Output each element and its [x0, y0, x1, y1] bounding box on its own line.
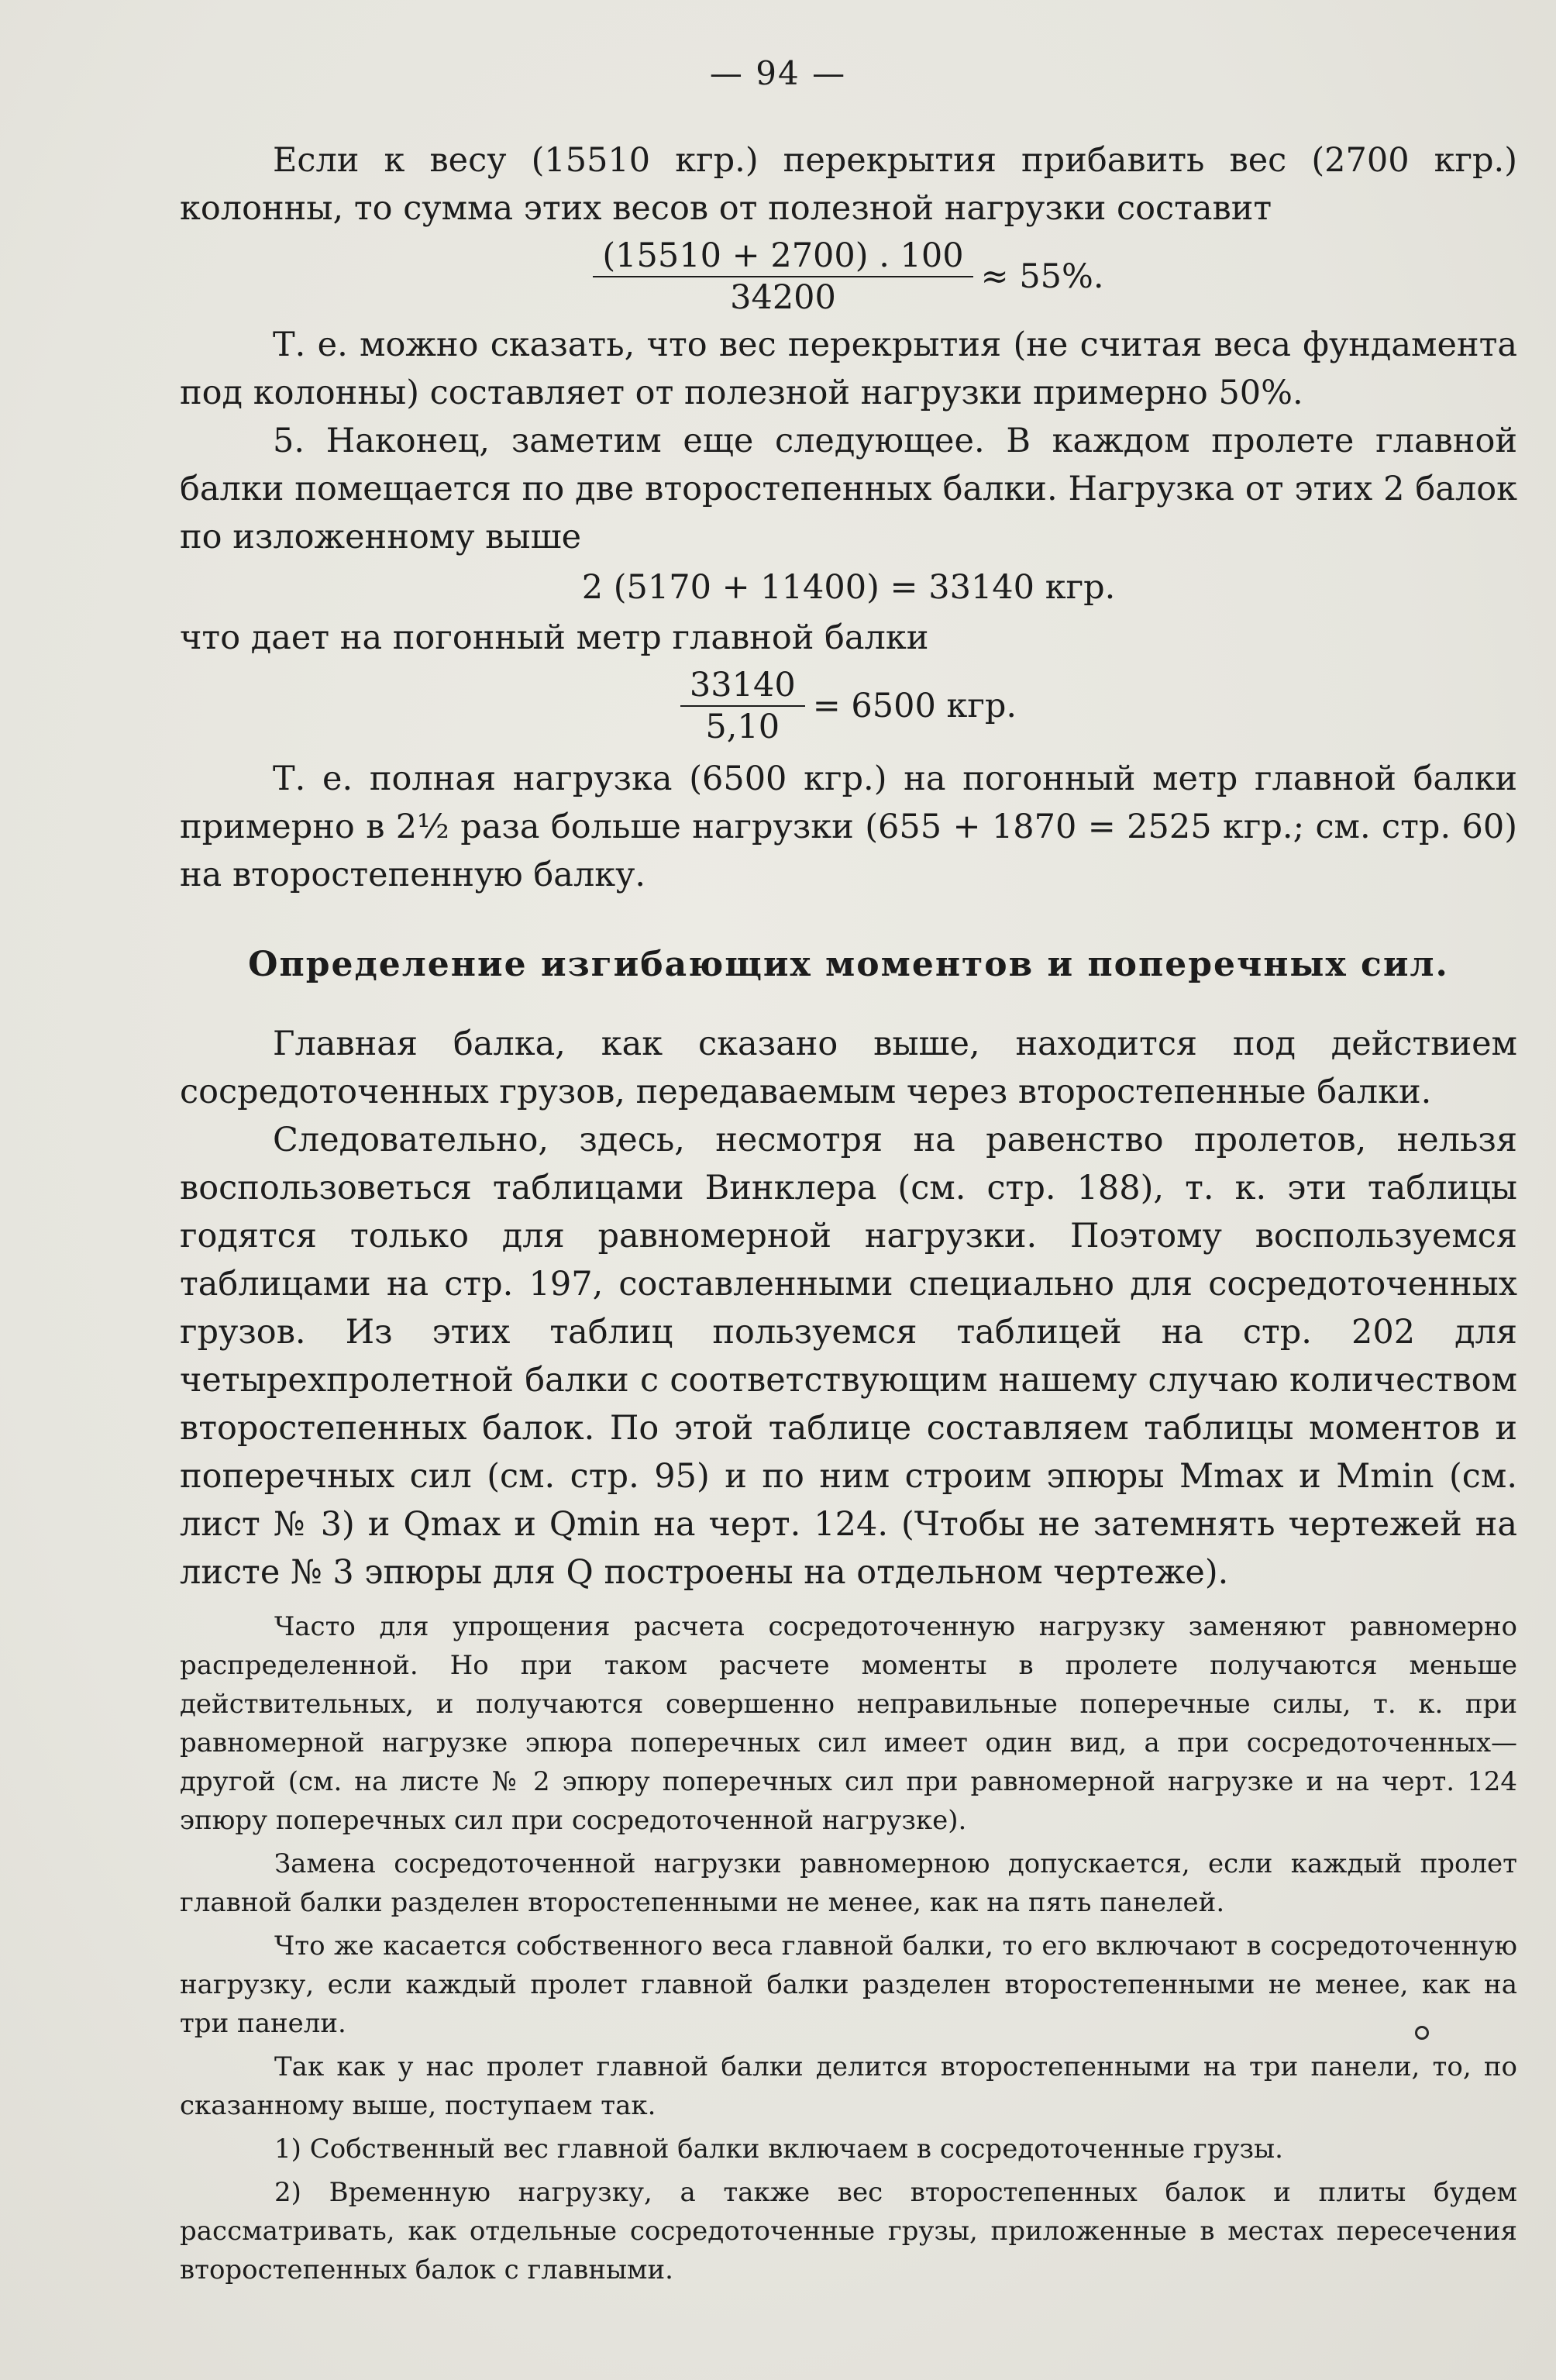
paragraph-1: Если к весу (15510 кгр.) перекрытия прибавить вес (2700 кгр.) колонны, то сумма этих весов от полезной нагрузки составит [180, 141, 1517, 228]
formula-result: ≈ 55%. [980, 257, 1104, 296]
section-heading: Определение изгибающих моментов и поперечных сил. [248, 945, 1449, 984]
formula-result: = 6500 кгр. [812, 687, 1017, 725]
paragraph-4: что дает на погонный метр главной балки [180, 618, 929, 657]
paragraph-6: Главная балка, как сказано выше, находится под действием сосредоточенных грузов, передаваемым через второстепенные балки. [180, 1025, 1517, 1111]
ink-dot-mark [1415, 2026, 1429, 2040]
fraction-numerator: 33140 [680, 665, 805, 707]
paragraph-7: Следовательно, здесь, несмотря на равенство пролетов, нельзя воспользоветься таблицами Винклера (см. стр. 188), т. к. эти таблицы годятся только для равномерной нагрузки. Поэтому воспользуемся таблицами на стр. 197, составленными специально для сосредоточенных грузов. Из этих таблиц пользуемся таблицей на стр. 202 для четырехпролетной балки с соответствующим нашему случаю количеством второстепенных балок. По этой таблице составляем таблицы моментов и поперечных сил (см. стр. 95) и по ним строим эпюры Mmax и Mmin (см. лист № 3) и Qmax и Qmin на черт. 124. (Чтобы не затемнять чертежей на листе № 3 эпюры для Q построены на отдельном чертеже). [180, 1121, 1517, 1592]
fraction-denominator: 5,10 [705, 708, 780, 746]
small-paragraph-3: Что же касается собственного веса главной балки, то его включают в сосредоточенную нагрузку, если каждый пролет главной балки разделен второстепенными не менее, как на три панели. [180, 1931, 1517, 2039]
small-paragraph-4: Так как у нас пролет главной балки делится второстепенными на три панели, то, по сказанному выше, поступаем так. [180, 2051, 1517, 2121]
main-text [180, 136, 1517, 2294]
small-paragraph-6: 2) Временную нагрузку, а также вес второстепенных балок и плиты будем рассматривать, как отдельные сосредоточенные грузы, приложенные в местах пересечения второстепенных балок с главными. [180, 2177, 1517, 2285]
formula-weight-ratio [180, 236, 1517, 318]
formula-load-sum: 2 (5170 + 11400) = 33140 кгр. [581, 568, 1116, 607]
formula-per-meter [180, 665, 1517, 747]
fraction [680, 665, 805, 747]
paragraph-5: Т. е. полная нагрузка (6500 кгр.) на погонный метр главной балки примерно в 2½ раза больше нагрузки (655 + 1870 = 2525 кгр.; см. стр. 60) на второстепенную балку. [180, 759, 1517, 894]
small-paragraph-5: 1) Собственный вес главной балки включаем в сосредоточенные грузы. [274, 2134, 1283, 2165]
page-number: — 94 — [709, 54, 847, 92]
small-paragraph-1: Часто для упрощения расчета сосредоточенную нагрузку заменяют равномерно распределенной. Но при таком расчете моменты в пролете получаются меньше действительных, и получаются совершенно неправильные поперечные силы, т. к. при равномерной нагрузке эпюра поперечных сил имеет один вид, а при сосредоточенных—другой (см. на листе № 2 эпюру поперечных сил при равномерной нагрузке и на черт. 124 эпюру поперечных сил при сосредоточенной нагрузке). [180, 1611, 1517, 1836]
paragraph-3: 5. Наконец, заметим еще следующее. В каждом пролете главной балки помещается по две второстепенных балки. Нагрузка от этих 2 балок по изложенному выше [180, 422, 1517, 556]
paragraph-2: Т. е. можно сказать, что вес перекрытия (не считая веса фундамента под колонны) составляет от полезной нагрузки примерно 50%. [180, 325, 1517, 412]
fraction [593, 236, 972, 318]
small-paragraph-2: Замена сосредоточенной нагрузки равномерною допускается, если каждый пролет главной балки разделен второстепенными не менее, как на пять панелей. [180, 1848, 1517, 1918]
footnote-block [180, 1607, 1517, 2289]
fraction-numerator: (15510 + 2700) . 100 [593, 236, 972, 277]
fraction-denominator: 34200 [730, 278, 836, 317]
